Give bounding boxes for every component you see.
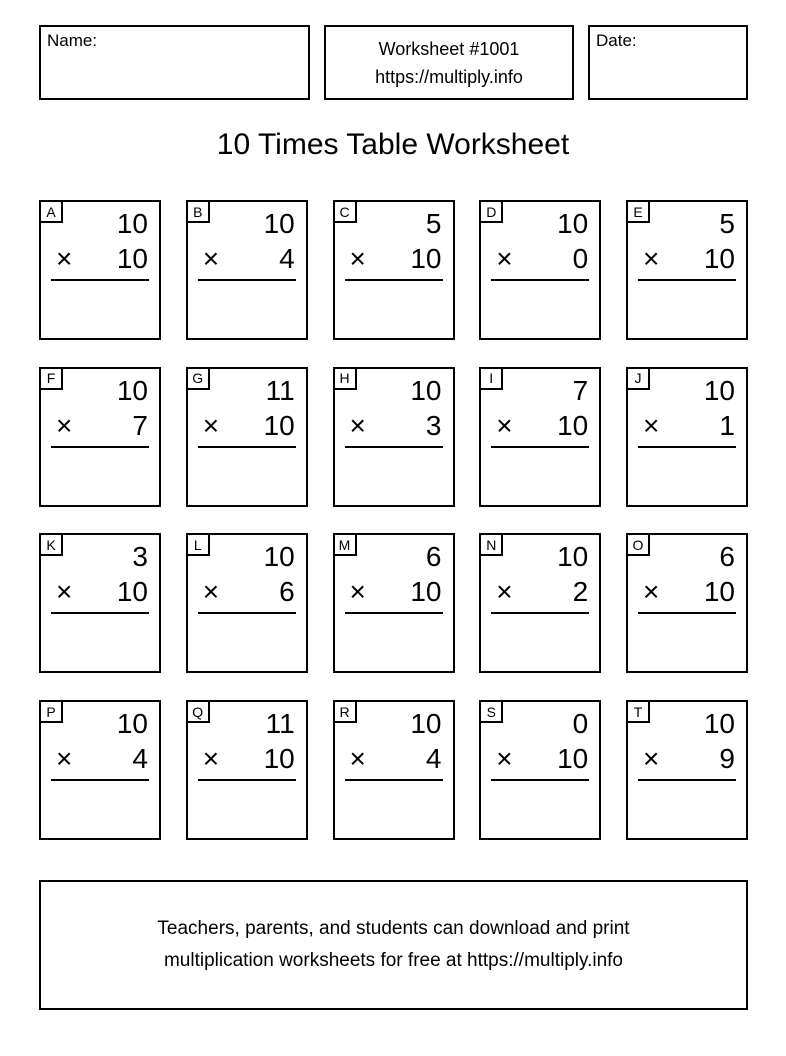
problem-label: A (39, 200, 63, 223)
problem-card (479, 700, 601, 840)
answer-space (481, 448, 599, 503)
problem-label: S (479, 700, 503, 723)
multiplier: 10 (557, 743, 589, 775)
multiply-icon: × (643, 243, 660, 274)
problem-label: D (479, 200, 503, 223)
answer-space (335, 614, 453, 669)
multiplicand: 10 (410, 374, 442, 406)
multiply-icon: × (56, 243, 73, 274)
multiplier: 10 (263, 743, 295, 775)
answer-space (335, 781, 453, 836)
answer-space (628, 781, 746, 836)
multiply-icon: × (349, 743, 366, 775)
multiplier: 10 (410, 243, 442, 274)
problem-card (39, 700, 161, 840)
multiply-icon: × (496, 743, 513, 775)
answer-space (188, 281, 306, 336)
problem-card (333, 367, 455, 507)
name-label: Name: (47, 31, 98, 50)
problem-card (186, 700, 308, 840)
multiply-icon: × (56, 409, 73, 441)
problem-card (626, 533, 748, 673)
multiplicand: 11 (265, 374, 295, 406)
answer-space (188, 448, 306, 503)
multiplicand: 10 (703, 374, 735, 406)
multiply-icon: × (56, 576, 73, 608)
problem-card (333, 533, 455, 673)
multiplier: 0 (572, 243, 589, 274)
multiplier: 3 (425, 409, 442, 441)
multiplicand: 10 (557, 208, 589, 239)
problem-card (186, 367, 308, 507)
multiplier: 6 (279, 576, 295, 608)
problem-label: T (626, 700, 650, 723)
date-field-box (588, 25, 748, 100)
answer-space (335, 448, 453, 503)
multiply-icon: × (496, 243, 513, 274)
problem-label: B (186, 200, 210, 223)
problem-label: L (186, 533, 210, 556)
multiplicand: 10 (410, 708, 442, 740)
problem-card (39, 200, 161, 340)
multiplier: 10 (116, 243, 148, 274)
problem-label: M (333, 533, 357, 556)
answer-space (41, 614, 159, 669)
footer-line1: Teachers, parents, and students can download and print (157, 918, 630, 939)
answer-space (41, 781, 159, 836)
multiplicand: 3 (132, 541, 148, 573)
multiplicand: 6 (425, 541, 442, 573)
problem-label: P (39, 700, 63, 723)
problem-label: Q (186, 700, 210, 723)
multiplicand: 11 (265, 708, 295, 740)
multiply-icon: × (56, 743, 73, 775)
multiplicand: 10 (263, 541, 295, 573)
multiply-icon: × (202, 576, 220, 608)
multiplicand: 6 (719, 541, 735, 573)
date-label: Date: (596, 31, 637, 50)
problems-grid (39, 200, 748, 840)
multiply-icon: × (496, 409, 513, 441)
multiplier: 4 (425, 743, 442, 775)
problem-card (626, 700, 748, 840)
problem-card (626, 367, 748, 507)
problem-label: N (479, 533, 503, 556)
answer-space (41, 448, 159, 503)
problem-label: K (39, 533, 63, 556)
multiply-icon: × (202, 409, 220, 441)
multiplicand: 0 (572, 708, 589, 740)
multiply-icon: × (643, 576, 660, 608)
multiplicand: 7 (572, 374, 589, 406)
worksheet-info-box (324, 25, 574, 100)
multiplier: 10 (410, 576, 442, 608)
multiplier: 1 (719, 409, 735, 441)
multiplicand: 10 (263, 208, 295, 239)
page-title: 10 Times Table Worksheet (216, 128, 570, 161)
multiplier: 10 (703, 576, 735, 608)
multiply-icon: × (349, 409, 366, 441)
multiplicand: 10 (557, 541, 589, 573)
multiplicand: 10 (116, 208, 148, 239)
problem-label: R (333, 700, 357, 723)
problem-card (333, 700, 455, 840)
multiplier: 10 (557, 409, 589, 441)
problem-label: I (479, 367, 503, 390)
worksheet-number: Worksheet #1001 (378, 38, 520, 59)
multiply-icon: × (202, 243, 220, 274)
multiply-icon: × (643, 743, 660, 775)
answer-space (481, 281, 599, 336)
multiplier: 10 (116, 576, 148, 608)
problem-label: E (626, 200, 650, 223)
problem-card (39, 367, 161, 507)
multiplicand: 10 (116, 708, 148, 740)
problem-label: C (333, 200, 357, 223)
multiply-icon: × (202, 743, 220, 775)
multiplier: 7 (132, 409, 148, 441)
multiplicand: 10 (703, 708, 735, 740)
multiply-icon: × (349, 243, 366, 274)
multiplier: 2 (572, 576, 589, 608)
multiply-icon: × (496, 576, 513, 608)
multiplier: 10 (263, 409, 295, 441)
problem-card (479, 533, 601, 673)
problem-label: F (39, 367, 63, 390)
answer-space (481, 614, 599, 669)
answer-space (188, 781, 306, 836)
answer-space (628, 614, 746, 669)
multiplier: 9 (719, 743, 735, 775)
answer-space (628, 448, 746, 503)
problem-label: H (333, 367, 357, 390)
problem-card (186, 533, 308, 673)
multiplier: 4 (279, 243, 295, 274)
multiply-icon: × (349, 576, 366, 608)
multiplier: 10 (703, 243, 735, 274)
problem-card (186, 200, 308, 340)
problem-label: J (626, 367, 650, 390)
problem-card (479, 367, 601, 507)
multiplicand: 10 (116, 374, 148, 406)
answer-space (188, 614, 306, 669)
name-field-box (39, 25, 310, 100)
footer-line2: multiplication worksheets for free at https://multiply.info (163, 950, 623, 971)
footer-note-box (39, 880, 748, 1010)
problem-card (39, 533, 161, 673)
problem-card (333, 200, 455, 340)
answer-space (335, 281, 453, 336)
multiplicand: 5 (719, 208, 735, 239)
answer-space (628, 281, 746, 336)
multiplicand: 5 (425, 208, 442, 239)
multiply-icon: × (643, 409, 660, 441)
worksheet-url: https://multiply.info (375, 66, 523, 87)
answer-space (481, 781, 599, 836)
problem-label: O (626, 533, 650, 556)
problem-card (626, 200, 748, 340)
multiplier: 4 (132, 743, 148, 775)
problem-card (479, 200, 601, 340)
problem-label: G (186, 367, 210, 390)
answer-space (41, 281, 159, 336)
